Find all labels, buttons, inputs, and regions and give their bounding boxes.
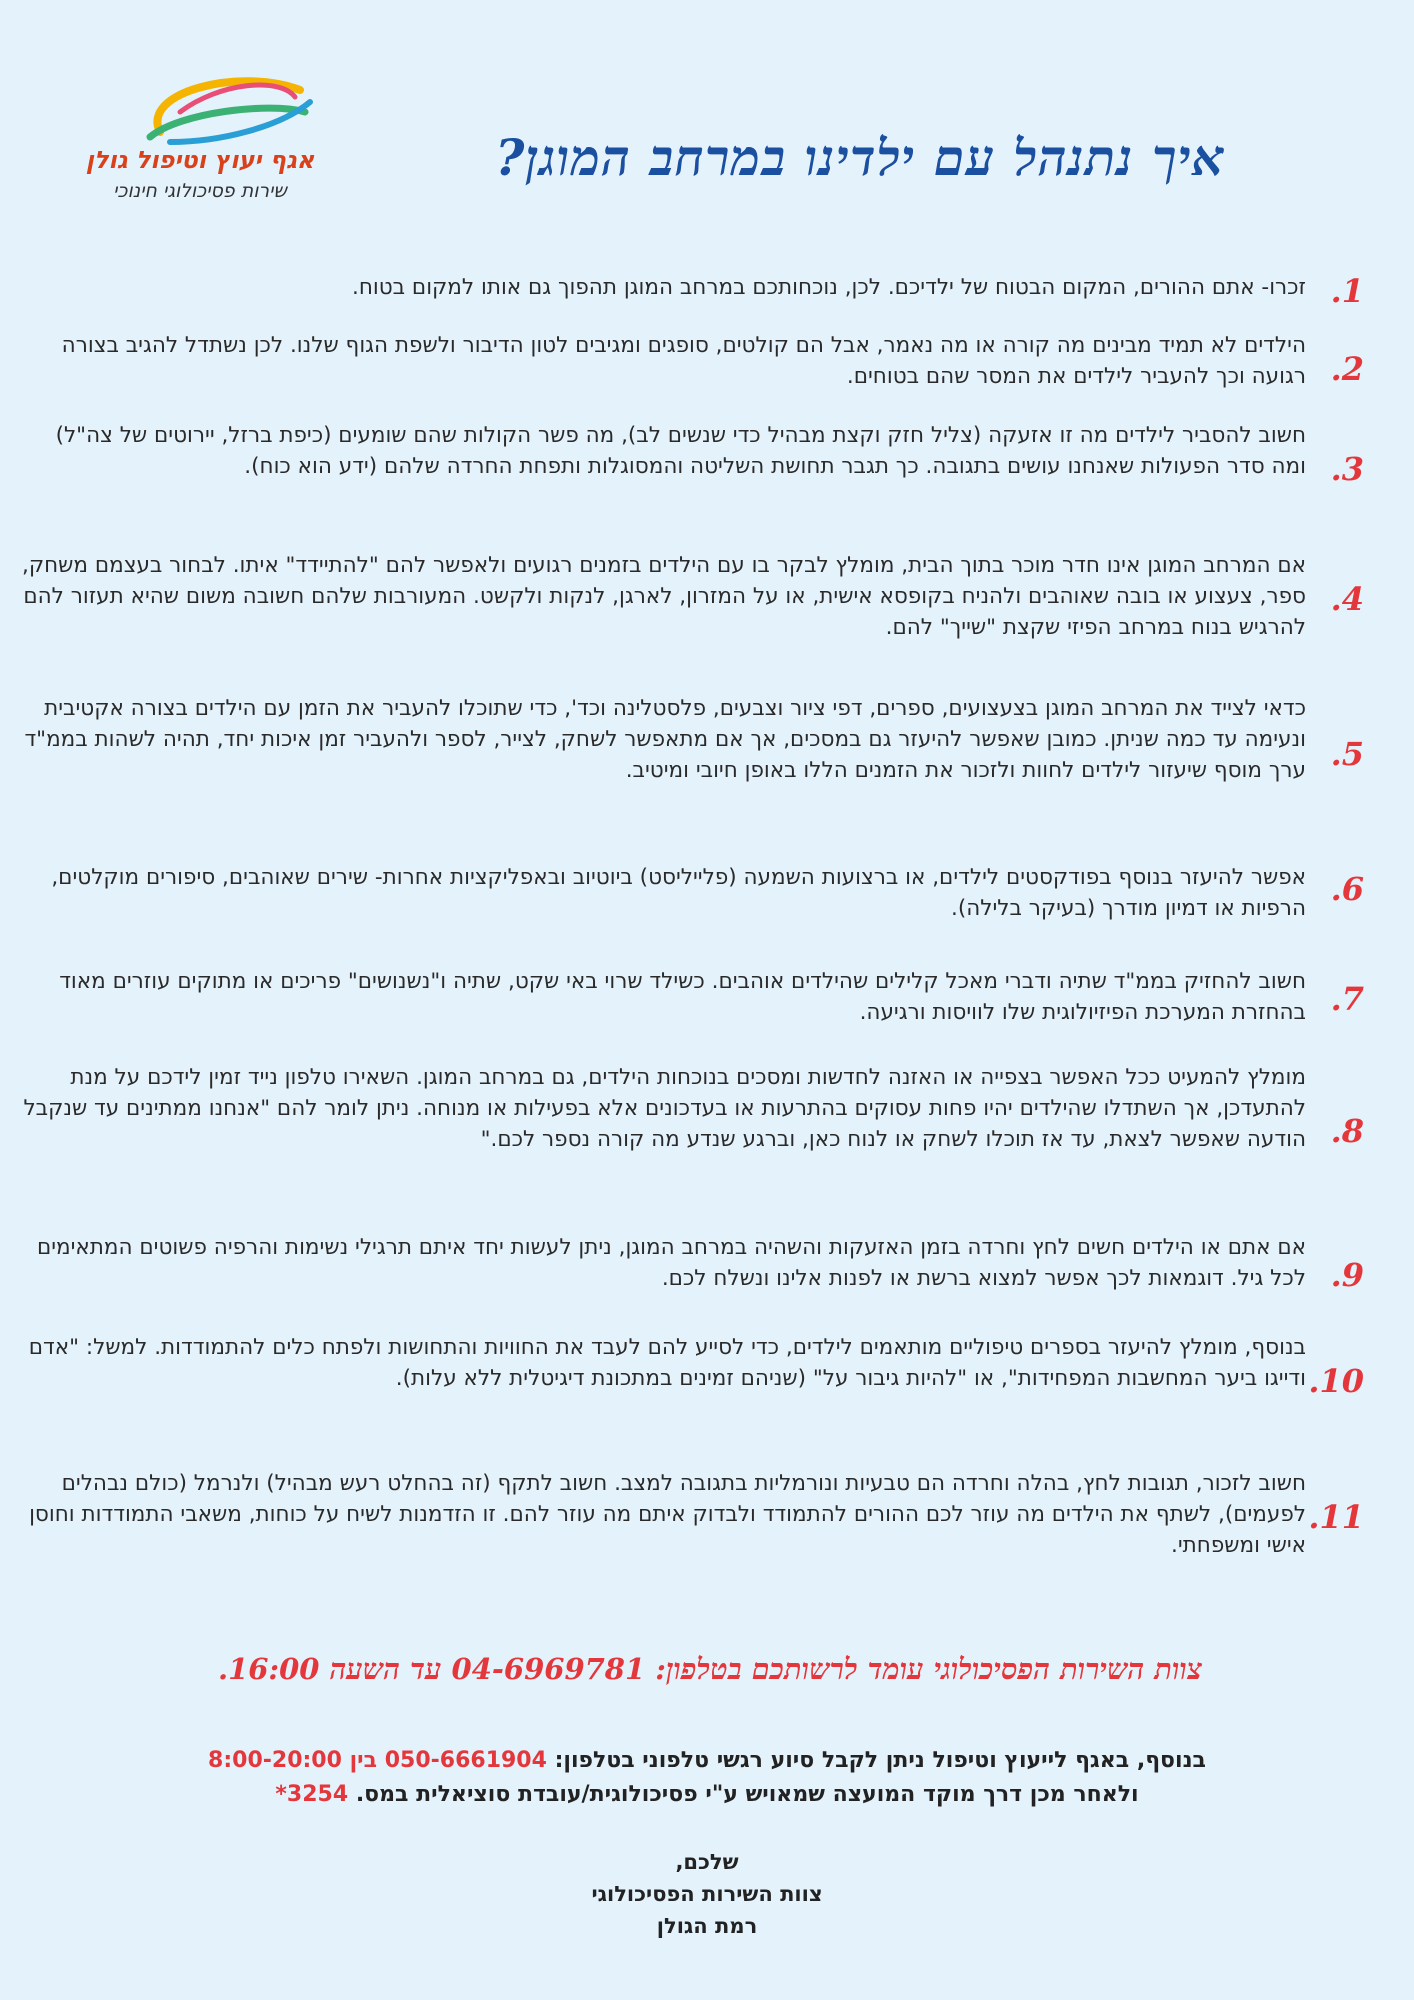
signoff-greeting: שלכם,: [675, 1850, 739, 1874]
extra-support-line: [150, 1748, 1264, 1773]
logo-subtitle: שירות פסיכולוגי חינוכי: [113, 180, 287, 202]
item-text: חשוב להסביר לילדים מה זו אזעקה (צליל חזק וקצת מבהיל כדי שנשים לב), מה פשר הקולות שהם שומעים (כיפת ברזל, יירוטים של צה"ל) ומה סדר הפעולות שאנחנו עושים בתגובה. כך תגבר תחושת השליטה והמסוגלות ותפחת החרדה שלהם (ידע הוא כוח).: [55, 423, 1306, 479]
council-hotline-line: [150, 1782, 1264, 1807]
extra-support-text: בנוסף, באגף לייעוץ וטיפול ניתן לקבל סיוע רגשי טלפוני בטלפון:: [554, 1748, 1206, 1773]
item-text: אם המרחב המוגן אינו חדר מוכר בתוך הבית, מומלץ לבקר בו עם הילדים בזמנים רגועים ולאפשר להם "להתיידד" איתו. לבחור בעצמם משחק, ספר, צעצוע או בובה שאוהבים ולהניח בקופסא אישית, או על המזרון, לארגן, לנקות ולקשט. המעורבות שלהם חשובה משום שהיא תעזור להם להרגיש בנוח במרחב הפיזי שקצת "שייך" להם.: [22, 553, 1306, 640]
item-number: .4: [1330, 580, 1364, 618]
item-number: .11: [1308, 1498, 1364, 1536]
page-title: איך נתנהל עם ילדינו במרחב המוגן?: [495, 128, 1225, 187]
logo-swoosh-icon: [120, 72, 320, 152]
item-number: .8: [1330, 1112, 1364, 1150]
item-number: .5: [1330, 735, 1364, 773]
signoff-region: רמת הגולן: [656, 1914, 758, 1938]
item-number: .10: [1308, 1362, 1364, 1400]
item-text: חשוב להחזיק בממ"ד שתיה ודברי מאכל קלילים שהילדים אוהבים. כשילד שרוי באי שקט, שתיה ו"נשנושים" פריכים או מתוקים עוזרים מאוד בהחזרת המערכת הפיזיולוגית שלו לוויסות ורגיעה.: [59, 969, 1306, 1025]
signoff-team: צוות השירות הפסיכולוגי: [591, 1882, 823, 1906]
item-text: חשוב לזכור, תגובות לחץ, בהלה וחרדה הם טבעיות ונורמליות בתגובה למצב. חשוב לתקף (זה בהחלט רעש מבהיל) ולנרמל (כולם נבהלים לפעמים), לשתף את הילדים מה עוזר לכם ההורים להתמודד ולבדוק איתם מה עוזר להם. זו הזדמנות לשיח על כוחות, משאבי התמודדות וחוסן אישי ומשפחתי.: [29, 1471, 1306, 1558]
item-text: כדאי לצייד את המרחב המוגן בצעצועים, ספרים, דפי ציור וצבעים, פלסטלינה וכד', כדי שתוכלו להעביר את הזמן עם הילדים בצורה אקטיבית ונעימה עד כמה שניתן. כמובן שאפשר להיעזר גם במסכים, אך אם מתאפשר לשחק, לצייר, לספר ולהעביר זמן איכות יחד, תהיה לשהות בממ"ד ערך מוסף שיעזור לילדים לחוות ולזכור את הזמנים הללו באופן חיובי ומיטיב.: [24, 696, 1306, 783]
logo-name: אגף יעוץ וטיפול גולן: [85, 146, 315, 174]
support-between: בין: [349, 1748, 378, 1773]
council-hotline-text: ולאחר מכן דרך מוקד המועצה שמאויש ע"י פסיכולוגית/עובדת סוציאלית במס.: [355, 1782, 1139, 1807]
logo: [80, 72, 340, 212]
item-text: מומלץ להמעיט ככל האפשר בצפייה או האזנה לחדשות ומסכים בנוכחות הילדים, גם במרחב המוגן. השאירו טלפון נייד זמין לידכם על מנת להתעדכן, אך השתדלו שהילדים יהיו פחות עסוקים בהתרעות או בעדכונים אלא בפעילות או מנוחה. ניתן לומר להם "אנחנו ממתינים עד שנקבל הודעה שאפשר לצאת, עד אז תוכלו לשחק או לנוח כאן, וברגע שנדע מה קורה נספר לכם.": [23, 1065, 1306, 1152]
support-hours: 8:00-20:00: [208, 1748, 342, 1773]
council-hotline-number[interactable]: *3254: [275, 1782, 349, 1807]
item-number: .3: [1330, 450, 1364, 488]
item-text: אם אתם או הילדים חשים לחץ וחרדה בזמן האזעקות והשהיה במרחב המוגן, ניתן לעשות יחד איתם תרגילי נשימות והרפיה פשוטים המתאימים לכל גיל. דוגמאות לכך אפשר למצוא ברשת או לפנות אלינו ונשלח לכם.: [36, 1235, 1306, 1291]
item-number: .2: [1330, 350, 1364, 388]
item-text: אפשר להיעזר בנוסף בפודקסטים לילדים, או ברצועות השמעה (פלייליסט) ביוטיוב ובאפליקציות אחרות- שירים שאוהבים, סיפורים מוקלטים, הרפיות או דמיון מודרך (בעיקר בלילה).: [51, 865, 1306, 921]
item-text: זכרו- אתם ההורים, המקום הבטוח של ילדיכם. לכן, נוכחותכם במרחב המוגן תהפוך גם אותו למקום בטוח.: [351, 275, 1306, 300]
team-phone-line: צוות השירות הפסיכולוגי עומד לרשותכם בטלפון: 04-6969781 עד השעה 16:00.: [217, 1652, 1203, 1686]
support-phone[interactable]: 050-6661904: [384, 1748, 547, 1773]
item-number: .1: [1330, 272, 1364, 310]
item-number: .9: [1330, 1256, 1364, 1294]
item-number: .7: [1330, 980, 1364, 1018]
item-text: בנוסף, מומלץ להיעזר בספרים טיפוליים מותאמים לילדים, כדי לסייע להם לעבד את החוויות והתחושות ולפתח כלים להתמודדות. למשל: "אדם ודייגו ביער המחשבות המפחידות", או "להיות גיבור על" (שניהם זמינים במתכונת דיגיטלית ללא עלות).: [28, 1335, 1306, 1391]
item-text: הילדים לא תמיד מבינים מה קורה או מה נאמר, אבל הם קולטים, סופגים ומגיבים לטון הדיבור ולשפת הגוף שלנו. לכן נשתדל להגיב בצורה רגועה וכך להעביר לילדים את המסר שהם בטוחים.: [61, 333, 1306, 389]
item-number: .6: [1330, 870, 1364, 908]
